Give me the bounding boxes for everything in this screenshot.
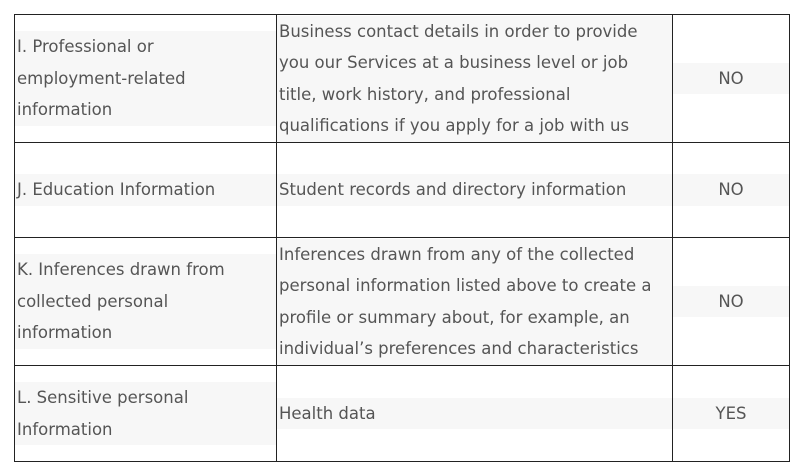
description-line: Inferences drawn from any of the collected [279,244,635,264]
category-text [15,254,276,349]
description-line: title, work history, and professional [279,84,571,104]
description-cell [277,143,673,238]
description-text [277,174,672,206]
category-line: J. Education Information [17,180,216,200]
category-line: information [17,100,113,120]
category-text [15,174,276,206]
table-row [15,238,790,366]
description-line: Student records and directory information [279,180,627,200]
category-text [15,382,276,445]
table-row [15,15,790,143]
category-line: Information [17,419,113,439]
category-cell [15,238,277,366]
description-text [277,239,672,365]
category-line: I. Professional or [17,37,154,57]
table-row [15,366,790,462]
category-line: collected personal [17,291,169,311]
collected-value: NO [673,63,789,95]
collected-value: NO [673,174,789,206]
category-line: employment-related [17,68,186,88]
category-text [15,31,276,126]
personal-information-table [14,14,790,462]
description-cell [277,366,673,462]
collected-cell [673,366,790,462]
collected-cell [673,143,790,238]
category-cell [15,15,277,143]
description-line: qualifications if you apply for a job with us [279,116,630,135]
description-text [277,398,672,430]
category-line: L. Sensitive personal [17,388,189,407]
category-cell [15,143,277,238]
category-line: K. Inferences drawn from [17,260,225,280]
collected-value: YES [673,398,789,430]
collected-cell [673,238,790,366]
description-line: profile or summary about, for example, an [279,307,630,327]
description-line: individual’s preferences and characteristics [279,339,639,358]
description-line: personal information listed above to create a [279,276,652,295]
description-text [277,16,672,142]
description-cell [277,15,673,143]
description-cell [277,238,673,366]
description-line: Business contact details in order to provide [279,21,638,41]
description-line: you our Services at a business level or job [279,53,629,72]
description-line: Health data [279,403,376,423]
category-cell [15,366,277,462]
collected-cell [673,15,790,143]
table-row [15,143,790,238]
collected-value: NO [673,286,789,318]
category-line: information [17,323,113,343]
